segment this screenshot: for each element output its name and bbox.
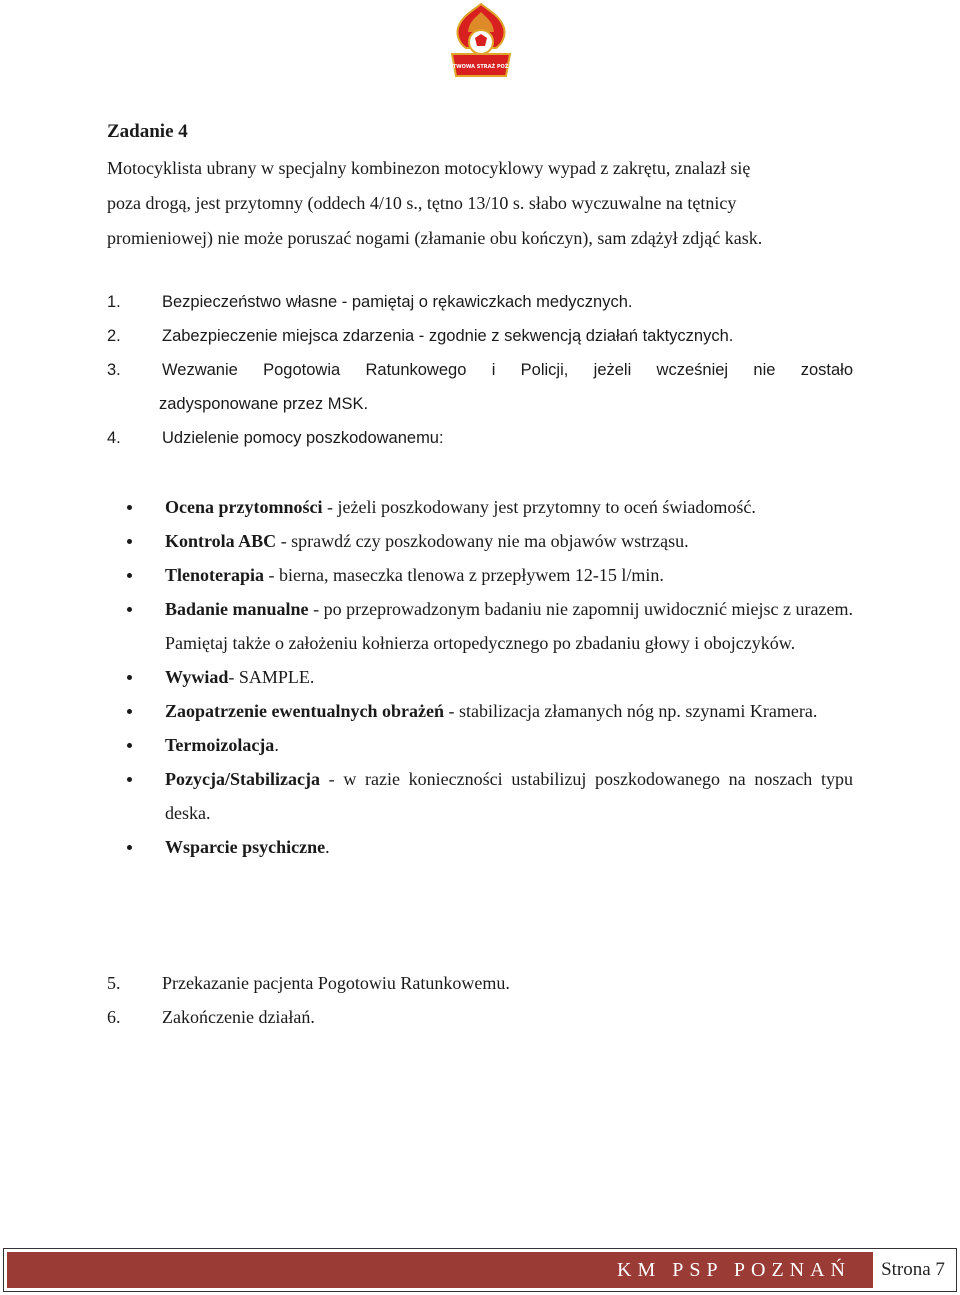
bullet-title: Termoizolacja — [165, 735, 275, 755]
bullet-item — [107, 762, 853, 830]
bullet-text: - SAMPLE. — [228, 667, 315, 687]
step-text: Udzielenie pomocy poszkodowanemu: — [162, 429, 444, 447]
step-text: Zakończenie działań. — [162, 1007, 315, 1027]
bullet-item — [107, 728, 853, 762]
bullet-item — [107, 558, 853, 592]
bullet-item — [107, 592, 853, 660]
bullet-text: - jeżeli poszkodowany jest przytomny to oceń świadomość. — [322, 497, 756, 517]
bullet-dot-icon — [127, 505, 132, 510]
bullet-title: Wsparcie psychiczne — [165, 837, 326, 857]
bullet-item — [107, 524, 853, 558]
bullet-item — [107, 830, 853, 864]
bullet-title: Wywiad — [165, 667, 229, 687]
bullet-text: - po przeprowadzonym badaniu nie zapomnij uwidocznić miejsc z urazem. Pamiętaj także o założeniu kołnierza ortopedycznego po zbadaniu głowy i obojczyków. — [165, 599, 853, 653]
step-number: 2. — [107, 327, 121, 345]
bullet-title: Pozycja/Stabilizacja — [165, 769, 320, 789]
bullet-title: Tlenoterapia — [165, 565, 264, 585]
bullet-text: - sprawdź czy poszkodowany nie ma objawów wstrząsu. — [276, 531, 689, 551]
page-footer — [3, 1248, 957, 1292]
bullet-dot-icon — [127, 539, 132, 544]
step-number: 4. — [107, 429, 121, 447]
steps-list-b — [107, 966, 853, 1034]
bullet-dot-icon — [127, 845, 132, 850]
step-item — [107, 319, 853, 353]
bullet-text: - stabilizacja złamanych nóg np. szynami Kramera. — [443, 701, 818, 721]
description-line: Motocyklista ubrany w specjalny kombinezon motocyklowy wypad z zakrętu, znalazł się — [107, 158, 751, 178]
step-number: 1. — [107, 293, 121, 311]
first-aid-bullets — [107, 490, 853, 864]
description-line: poza drogą, jest przytomny (oddech 4/10 s., tętno 13/10 s. słabo wyczuwalne na tętnicy — [107, 193, 737, 213]
step-item — [107, 421, 853, 455]
bullet-dot-icon — [127, 777, 132, 782]
psp-logo — [437, 2, 525, 82]
footer-org-name: KM PSP POZNAŃ — [617, 1258, 851, 1281]
bullet-item — [107, 694, 853, 728]
footer-org-band — [7, 1252, 871, 1288]
bullet-dot-icon — [127, 675, 132, 680]
bullet-title: Kontrola ABC — [165, 531, 277, 551]
bullet-item — [107, 660, 853, 694]
bullet-dot-icon — [127, 607, 132, 612]
bullet-dot-icon — [127, 709, 132, 714]
step-item — [107, 353, 853, 421]
bullet-item — [107, 490, 853, 524]
bullet-title: Ocena przytomności — [165, 497, 323, 517]
step-item — [107, 966, 853, 1000]
logo-lettering: PAŃSTWOWA STRAŻ POŻARNA — [437, 64, 525, 70]
description-line: promieniowej) nie może poruszać nogami (złamanie obu kończyn), sam zdążył zdjąć kask. — [107, 228, 763, 248]
step-text: zadysponowane przez MSK. — [159, 395, 369, 413]
step-item — [107, 285, 853, 319]
bullet-text: - w razie konieczności ustabilizuj poszkodowanego na noszach typu deska. — [165, 769, 853, 823]
bullet-text: . — [325, 837, 330, 857]
page-number: Strona 7 — [871, 1252, 953, 1288]
task-description — [107, 151, 853, 256]
step-text: Zabezpieczenie miejsca zdarzenia - zgodnie z sekwencją działań taktycznych. — [162, 327, 734, 345]
step-item — [107, 1000, 853, 1034]
task-heading: Zadanie 4 — [107, 121, 188, 142]
step-number: 6. — [107, 1007, 121, 1027]
step-text: Przekazanie pacjenta Pogotowiu Ratunkowemu. — [162, 973, 510, 993]
bullet-dot-icon — [127, 743, 132, 748]
step-number: 3. — [107, 361, 121, 379]
bullet-title: Zaopatrzenie ewentualnych obrażeń — [165, 701, 444, 721]
bullet-text: . — [274, 735, 279, 755]
steps-list-a — [107, 285, 853, 455]
bullet-dot-icon — [127, 573, 132, 578]
step-number: 5. — [107, 973, 121, 993]
bullet-text: - bierna, maseczka tlenowa z przepływem 12-15 l/min. — [264, 565, 664, 585]
bullet-title: Badanie manualne — [165, 599, 309, 619]
step-text: Wezwanie Pogotowia Ratunkowego i Policji, jeżeli wcześniej nie zostało — [162, 361, 853, 379]
step-text: Bezpieczeństwo własne - pamiętaj o rękawiczkach medycznych. — [162, 293, 633, 311]
